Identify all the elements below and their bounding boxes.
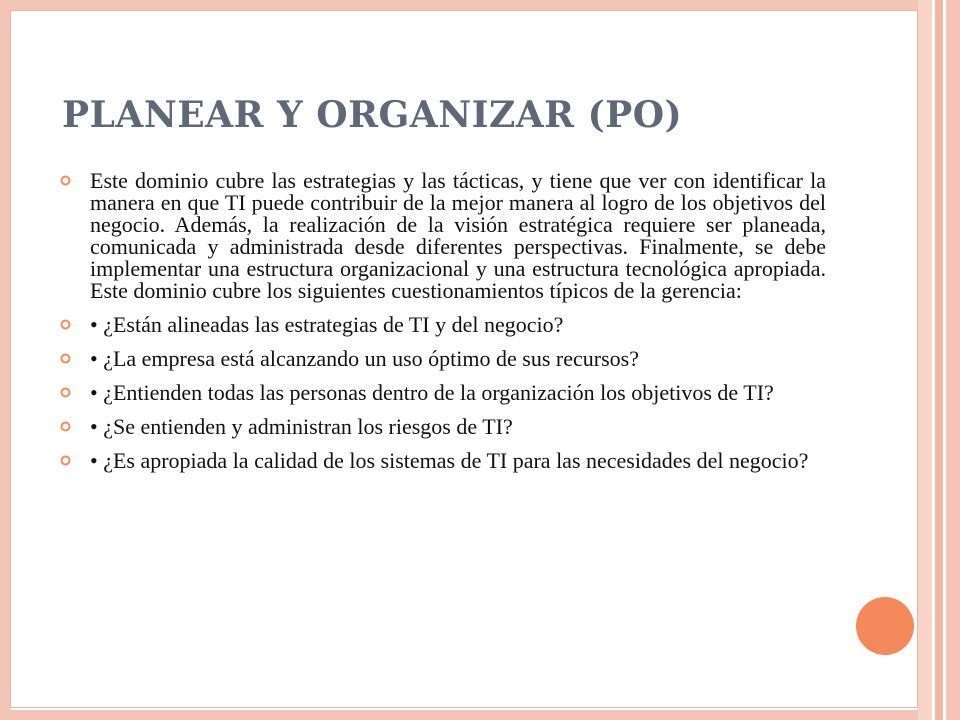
side-stripe bbox=[946, 0, 960, 720]
list-item-text: • ¿Están alineadas las estrategias de TI y del negocio? bbox=[90, 312, 564, 337]
list-item-text: • ¿Entienden todas las personas dentro de la organización los objetivos de TI? bbox=[90, 380, 774, 405]
frame-top bbox=[0, 0, 960, 10]
side-stripe bbox=[918, 0, 932, 720]
list-item bbox=[60, 314, 826, 336]
list-item bbox=[60, 450, 826, 472]
list-item-text: • ¿La empresa está alcanzando un uso óptimo de sus recursos? bbox=[90, 346, 639, 371]
decorative-circle bbox=[856, 597, 914, 655]
bullet-list bbox=[60, 170, 826, 484]
slide-title: PLANEAR Y ORGANIZAR (PO) bbox=[62, 94, 683, 136]
list-item bbox=[60, 170, 826, 302]
open-circle-icon bbox=[60, 175, 71, 186]
open-circle-icon bbox=[60, 455, 71, 466]
list-item-text: • ¿Se entienden y administran los riesgos de TI? bbox=[90, 414, 513, 439]
open-circle-icon bbox=[60, 319, 71, 330]
open-circle-icon bbox=[60, 421, 71, 432]
open-circle-icon bbox=[60, 387, 71, 398]
open-circle-icon bbox=[60, 353, 71, 364]
list-item bbox=[60, 382, 826, 404]
side-stripe bbox=[935, 0, 943, 720]
list-item-text: • ¿Es apropiada la calidad de los sistemas de TI para las necesidades del negocio? bbox=[90, 448, 809, 473]
list-item bbox=[60, 348, 826, 370]
list-item bbox=[60, 416, 826, 438]
list-item-text: Este dominio cubre las estrategias y las tácticas, y tiene que ver con identificar la manera en que TI puede contribuir de la mejor manera al logro de los objetivos del negocio. Además, la realización de la visión estratégica requiere ser planeada, comunicada y administrada desde diferentes perspectivas. Finalmente, se debe implementar una estructura organizacional y una estructura tecnológica apropiada. Este dominio cubre los siguientes cuestionamientos típicos de la gerencia: bbox=[90, 168, 826, 303]
frame-bottom bbox=[0, 710, 960, 720]
frame-left bbox=[0, 0, 10, 720]
